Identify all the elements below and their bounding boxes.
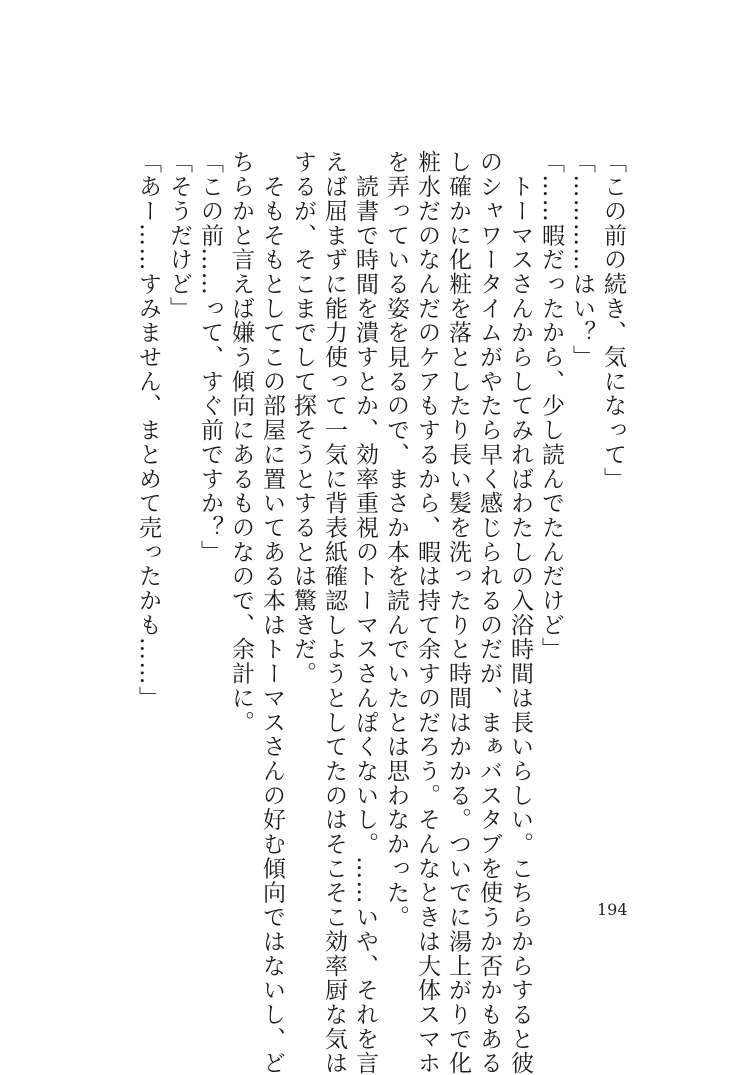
text-line-7: し確かに化粧を落としたり長い髪を洗ったりと時間はかかる。ついでに湯上がりで化 bbox=[445, 150, 471, 1075]
text-line-13: そもそもとしてこの部屋に置いてある本はトーマスさんの好む傾向ではないし、ど bbox=[259, 150, 285, 1075]
text-line-16: 「そうだけど」 bbox=[166, 150, 192, 321]
text-line-9: を弄っている姿を見るので、まさか本を読んでいたとは思わなかった。 bbox=[383, 150, 409, 930]
text-line-12: するが、そこまでして探そうとするとは驚きだ。 bbox=[290, 150, 316, 686]
text-line-17: 「あー……すみません、まとめて売ったかも……」 bbox=[135, 150, 161, 711]
text-line-6: のシャワータイムがやたら早く感じられるのだが、まぁバスタブを使うか否かもある bbox=[476, 150, 502, 1075]
text-line-2: 「この前の続き、気になって」 bbox=[600, 150, 626, 491]
page-number: 194 bbox=[597, 900, 628, 919]
text-line-14: ちらかと言えば嫌う傾向にあるものなので、余計に。 bbox=[228, 150, 254, 735]
text-line-8: 粧水だのなんだのケアもするから、暇は持て余すのだろう。そんなときは大体スマホ bbox=[414, 150, 440, 1075]
text-line-11: えば屈まずに能力使って一気に背表紙確認しようとしてたのはそこそこ効率厨な気は bbox=[321, 150, 347, 1075]
text-line-10: 読書で時間を潰すとか、効率重視のトーマスさんぽくないし。……いや、それを言 bbox=[352, 150, 378, 1075]
text-line-15: 「この前……って、すぐ前ですか？」 bbox=[197, 150, 223, 564]
text-line-3: 「…………はい？」 bbox=[569, 150, 595, 370]
text-line-4: 「……暇だったから、少し読んでたんだけど」 bbox=[538, 150, 564, 662]
text-line-5: トーマスさんからしてみればわたしの入浴時間は長いらしい。こちらからすると彼 bbox=[507, 150, 533, 1075]
